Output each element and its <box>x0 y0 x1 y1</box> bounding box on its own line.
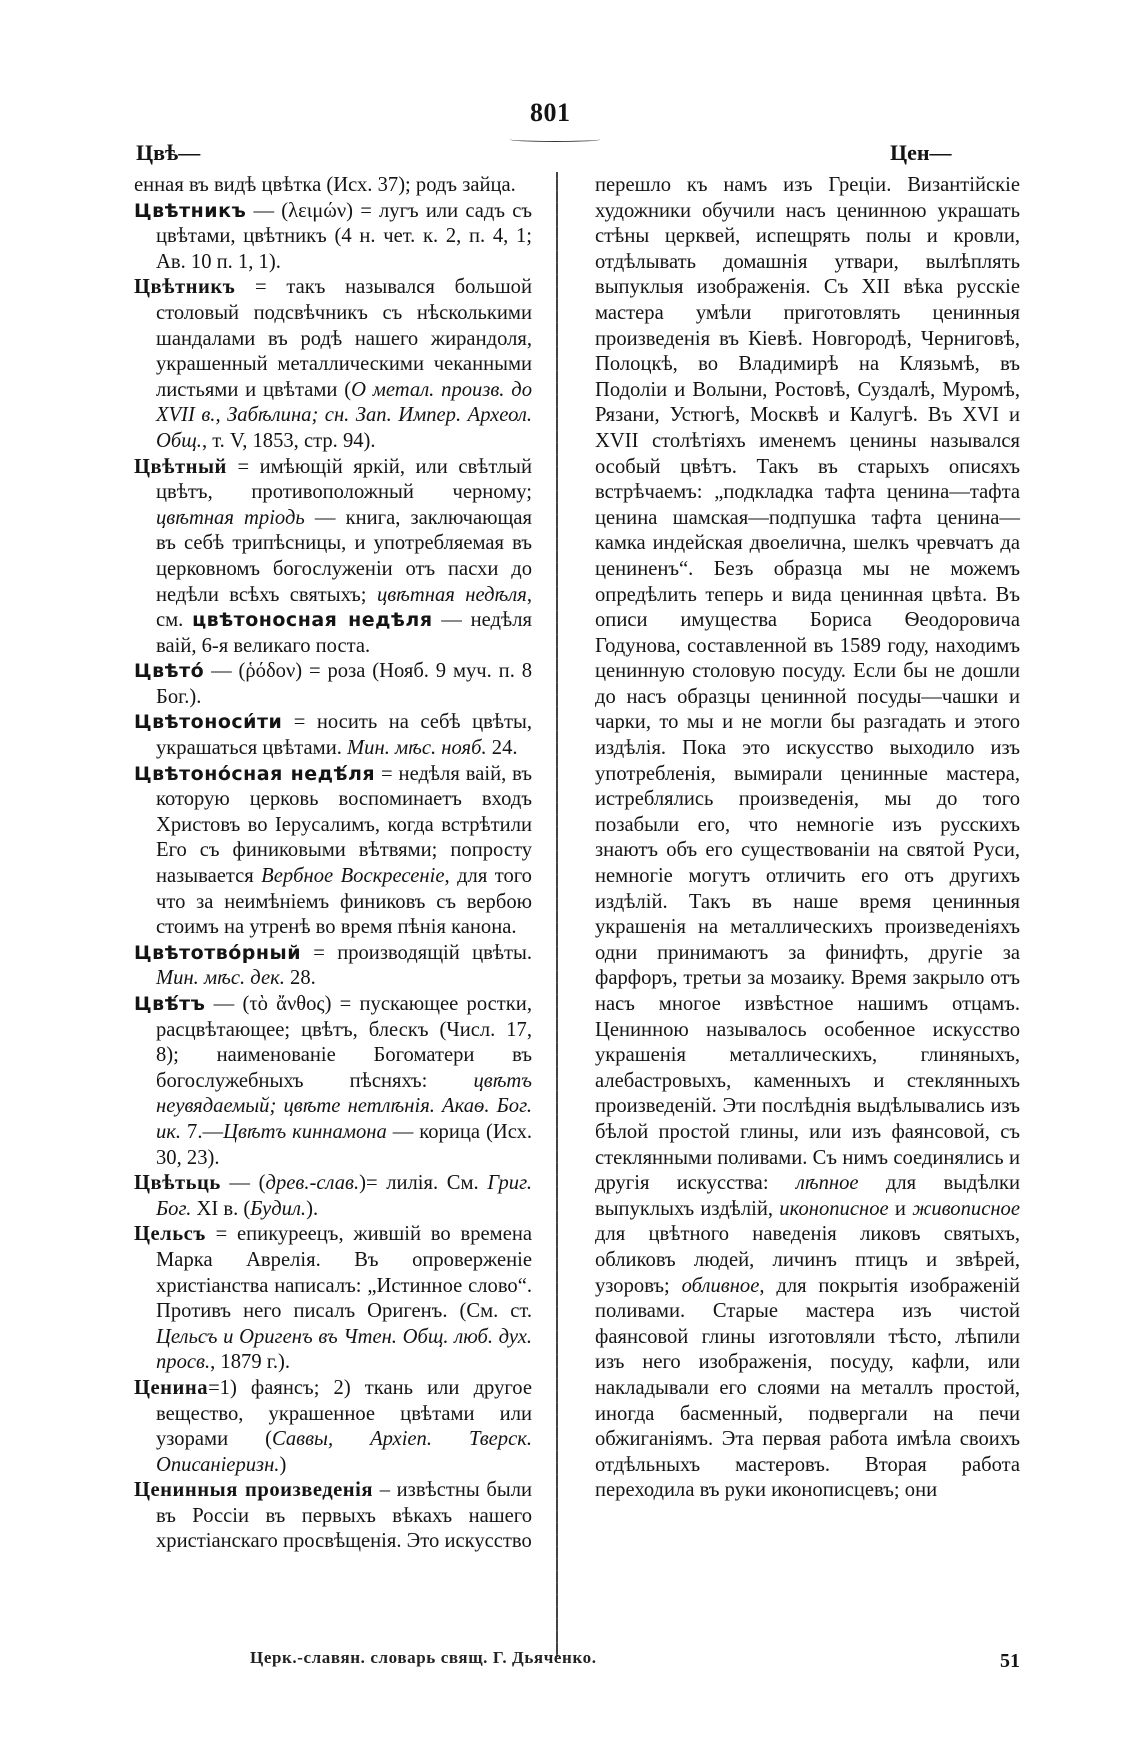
right-column <box>595 173 1020 1504</box>
citation-italic: О метал. произв. до XVII в., Забѣлина; сн. Зап. Импер. Археол. Общ. <box>156 378 532 452</box>
dictionary-entry <box>134 1222 532 1376</box>
entry-body: = носить на себѣ цвѣты, украшаться цвѣтами. <box>156 711 532 760</box>
entry-body: — (λειμών) = лугъ или садъ съ цвѣтами, цвѣтникъ (4 н. чет. к. 2, п. 4, 1; Ав. 10 п. 1, 1). <box>156 199 532 273</box>
entry-body-tail: 24. <box>486 737 518 760</box>
term-italic: обливное <box>681 1274 760 1297</box>
footer-source-line: Церк.-славян. словарь свящ. Г. Дьяченко. <box>250 1648 597 1667</box>
continued-article <box>595 173 1020 1504</box>
article-text: и <box>888 1197 913 1220</box>
dictionary-entry <box>134 1376 532 1478</box>
headword: Цвѣтникъ <box>134 276 236 299</box>
term-italic: Вербное Воскресеніе <box>261 865 445 888</box>
citation-italic: Мин. мѣс. дек. <box>156 967 285 990</box>
entry-body-tail: , 1879 г.). <box>210 1351 291 1374</box>
citation-italic: Будил. <box>250 1197 307 1220</box>
headword: Цвѣтный <box>134 455 227 478</box>
entry-body-tail: — корица (Исх. 30, 23). <box>156 1120 533 1169</box>
entry-body-tail: , т. V, 1853, стр. 94). <box>201 429 376 452</box>
term-italic: иконописное <box>779 1197 889 1220</box>
headword: Цвѣ́тъ <box>134 993 206 1015</box>
citation-italic: Цельсъ и Оригенъ въ Чтен. Общ. люб. дух. просв. <box>156 1325 532 1374</box>
dictionary-entry <box>134 1478 532 1555</box>
term-italic: Цвѣтъ киннамона <box>223 1120 387 1143</box>
headword: Цвѣтьць <box>134 1172 221 1195</box>
entry-body-tail: ) <box>279 1453 287 1476</box>
entry-body-mid: — книга, заключающая въ себѣ трипѣсницы, и употребляемая въ церковномъ богослуженіи отъ пасхи до недѣли всѣхъ святыхъ; <box>156 506 532 606</box>
entry-body: = епикуреецъ, жившій во времена Марка Аврелія. Въ опроверженіе христіанства написалъ: „Истинное слово“. Противъ него писалъ Оригенъ. (См. ст. <box>156 1223 532 1323</box>
dictionary-entry <box>134 762 532 941</box>
term-italic: живописное <box>912 1197 1020 1220</box>
entry-body: – извѣстны были въ Россіи въ первыхъ вѣкахъ нашего христіанскаго просвѣщенія. Это искусство <box>156 1479 532 1553</box>
running-head-right: Цен— <box>890 140 952 165</box>
entry-body-mid: )= лилія. См. <box>359 1172 488 1195</box>
dictionary-entry <box>134 199 532 276</box>
left-column <box>134 173 532 1555</box>
entry-body: = такъ назывался большой столовый подсвѣчникъ съ нѣсколькими шандалами въ родѣ нашего жирандоля, украшенный металлическими чеканными листьями и цвѣтами ( <box>156 276 532 401</box>
page-number: 801 <box>530 98 571 127</box>
entry-body-mid: 7.— <box>181 1120 224 1143</box>
entry-body-tail: , для того что за неимѣніемъ финиковъ съ вербою стоимъ на утренѣ во время пѣнія канона. <box>156 865 532 939</box>
entry-body: = производящій цвѣты. <box>313 941 532 964</box>
term-italic: цвѣтная недѣля <box>376 583 527 606</box>
article-text: , для покрытія изображеній поливами. Старые мастера изъ чистой фаянсовой глины изготовляли тѣсто, лѣпили изъ него изображенія, посуду, кафли, или накладывали его слоями на металлъ простой, иногда басменный, подвергали на печи обжиганіямъ. Эта первая работа имѣла своихъ отдѣльныхъ мастеровъ. Вторая работа переходила въ руки иконописцевъ; они <box>595 1274 1020 1502</box>
headword: Цвѣтоноси́ти <box>134 711 283 734</box>
article-text: для выдѣлки выпуклыхъ издѣлій, <box>595 1172 1020 1220</box>
dictionary-entry <box>134 710 532 761</box>
continued-text: енная въ видѣ цвѣтка (Исх. 37); родъ зайца. <box>134 174 516 196</box>
headword: Цвѣто́ <box>134 660 205 683</box>
headword: Ценинныя произведенія <box>134 1479 374 1502</box>
citation-italic: Саввы, Архіеп. Тверск. Описаніеризн. <box>156 1428 532 1476</box>
running-head-left: Цвѣ— <box>136 140 201 165</box>
citation-italic: Мин. мѣс. нояб. <box>347 737 487 760</box>
term-italic: древ.-слав. <box>265 1172 360 1195</box>
dictionary-entry <box>134 992 532 1171</box>
entry-body-mid: XI в. ( <box>191 1197 251 1220</box>
entry-body: — (τὸ ἄνθος) = пускающее ростки, расцвѣтающее; цвѣтъ, блескъ (Числ. 17, 8); наименованіе Богоматери въ богослужебныхъ пѣсняхъ: <box>156 993 532 1092</box>
dictionary-entry <box>134 1171 532 1222</box>
entry-body: = имѣющій яркій, или свѣтлый цвѣтъ, противоположный черному; <box>156 455 532 504</box>
dictionary-entry <box>134 941 532 992</box>
term-italic: лѣпное <box>795 1172 859 1195</box>
term-italic: цвѣтъ неувядаемый; цвѣте нетлѣнія. Акаѳ. Бог. ик. <box>156 1069 532 1143</box>
entry-body-tail: — недѣля ваій, 6-я великаго поста. <box>156 609 532 657</box>
article-text: для цвѣтного наведенія ликовъ святыхъ, обликовъ людей, личинъ птицъ и звѣрей, узоровъ; <box>595 1223 1020 1297</box>
headword: Цвѣтникъ <box>134 199 247 222</box>
headword: Цельсъ <box>134 1223 206 1246</box>
entry-body: = недѣля ваій, въ которую церковь воспоминаетъ входъ Христовъ во Іерусалимъ, когда встрѣтили Его съ финиковыми вѣтвями; попросту называется <box>156 762 533 888</box>
article-text: перешло къ намъ изъ Греціи. Византійскіе художники обучили насъ ценинною украшать стѣны церквей, испещрять полы и кровли, отдѣлывать домашнія утвари, вылѣплять выпуклыя изображенія. Съ XII вѣка русскіе мастера умѣли приготовлять ценинныя произведенія въ Кіевѣ. Новгородѣ, Черниговѣ, Полоцкѣ, во Владимирѣ на Клязьмѣ, въ Подоліи и Волыни, Ростовѣ, Суздалѣ, Муромѣ, Рязани, Устюгѣ, Москвѣ и Калугѣ. Въ XVI и XVII столѣтіяхъ именемъ ценины назывался особый цвѣтъ. Такъ въ старыхъ описяхъ встрѣчаемъ: „подкладка тафта ценина—тафта ценина шамская—подпушка тафта ценина—камка индейская двоелична, шелкъ чревчатъ да цениненъ“. Безъ образца мы не можемъ опредѣлить теперь и вида ценинная цвѣта. Въ описи имущества Бориса Ѳеодоровича Годунова, составленной въ 1589 году, находимъ ценинную столовую посуду. Если бы не дошли до насъ образцы ценинной посуды—чашки и чарки, то мы и не могли бы разгадать и этого издѣлія. Пока это искусство выходило изъ употребленія, вымирали ценинные мастера, истреблялись произведенія, мы до того позабыли его, что немногіе изъ русскихъ знаютъ объ его существованіи на святой Руси, немногіе могутъ отличить его отъ другихъ издѣлій. Такъ въ наше время ценинныя украшенія на металлическихъ произведеніяхъ одни принимаютъ за финифть, другіе за фарфоръ, третьи за мозаику. Время закрыло отъ насъ многое извѣстное нашимъ отцамъ. Ценинною называлось особенное искусство украшенія металлическихъ, глиняныхъ, алебастровыхъ, каменныхъ и стеклянныхъ произведеній. Эти послѣднія выдѣлывались изъ бѣлой простой глины, или изъ фаянсовой, съ стеклянными поливами. Съ нимъ соединялись и другія искусства: <box>595 174 1020 1195</box>
column-divider <box>556 172 558 1657</box>
term-italic: цвѣтная тріодь <box>156 506 305 529</box>
dictionary-entry <box>134 275 532 454</box>
entry-body-tail: 28. <box>284 967 316 990</box>
entry-body: — (ῥόδον) = роза (Нояб. 9 муч. п. 8 Бог.). <box>156 660 532 708</box>
headword: Ценина <box>134 1376 209 1399</box>
entry-body: — ( <box>229 1172 266 1195</box>
dictionary-entry <box>134 659 532 710</box>
citation-italic: Григ. Бог. <box>156 1172 532 1220</box>
see-label: , см. <box>156 583 532 632</box>
headword: Цвѣтотво́рный <box>134 941 302 964</box>
page-number-rule <box>510 137 600 142</box>
see-reference: цвѣтоносная недѣля <box>192 609 433 632</box>
headword: Цвѣтоно́сная недѣ́ля <box>134 762 376 785</box>
entry-body: =1) фаянсъ; 2) ткань или другое вещество, украшенное цвѣтами или узорами ( <box>156 1376 532 1451</box>
dictionary-entry <box>134 455 532 660</box>
entry-body-tail: ). <box>306 1197 319 1220</box>
sheet-signature: 51 <box>1000 1650 1020 1672</box>
